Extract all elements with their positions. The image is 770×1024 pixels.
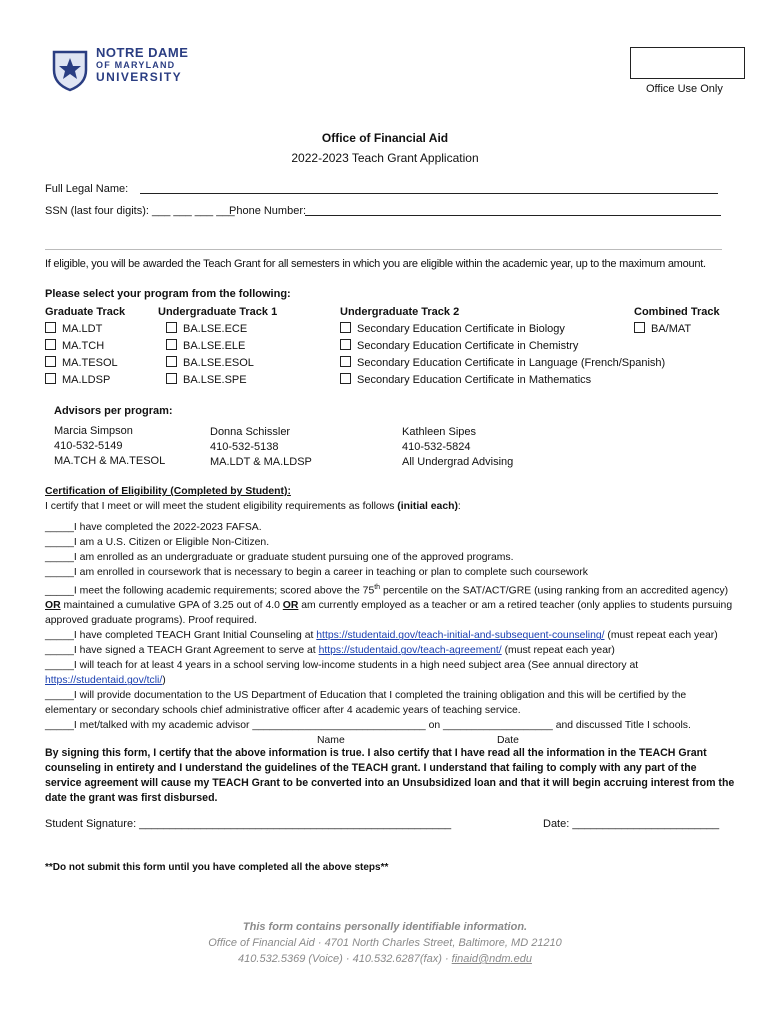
footer-pii-notice: This form contains personally identifiable information. [242,921,528,933]
advisor-name: Donna Schissler [210,426,291,438]
advisor-programs: MA.LDT & MA.LDSP [210,456,312,468]
advisor-phone: 410-532-5138 [210,441,279,453]
cert-item-agreement[interactable]: _____I have signed a TEACH Grant Agreement to serve at https://studentaid.gov/teach-agreement/ (must repeat each year) [45,645,615,657]
advisor-2 [210,425,312,470]
cert-item-documentation[interactable]: _____I will provide documentation to the US Department of Education that I completed the training obligation and this will be certified by the elementary or secondary schools chief administrative officer after 4 academic years of teaching service. [45,690,687,717]
cert-heading: Certification of Eligibility (Completed by Student): [45,486,291,497]
option-sec-ed-chemistry[interactable]: Secondary Education Certificate in Chemistry [340,338,665,355]
agreement-link[interactable]: https://studentaid.gov/teach-agreement/ [318,645,502,657]
office-use-box[interactable] [630,47,745,79]
counseling-link[interactable]: https://studentaid.gov/teach-initial-and-subsequent-counseling/ [316,630,605,642]
logo-line-2: OF MARYLAND [96,60,176,70]
undergrad-track-2-title: Undergraduate Track 2 [340,306,460,318]
advisor-name: Marcia Simpson [54,425,133,437]
full-name-field[interactable] [140,193,718,194]
combined-track-title: Combined Track [634,306,720,318]
option-ma-ldsp[interactable]: MA.LDSP [45,372,125,389]
option-ba-lse-ele[interactable]: BA.LSE.ELE [158,338,277,355]
phone-label: Phone Number: [229,205,307,217]
divider [45,249,722,250]
tcli-link[interactable]: https://studentaid.gov/tcli/ [45,675,163,687]
name-date-labels [45,733,735,746]
combined-track [634,304,720,338]
graduate-track [45,304,125,389]
name-label: Name [317,735,345,747]
option-sec-ed-language[interactable]: Secondary Education Certificate in Language (French/Spanish) [340,355,665,372]
cert-item-coursework[interactable]: _____I am enrolled in coursework that is necessary to begin a career in teaching or plan to complete such coursework [45,567,588,578]
full-name-label: Full Legal Name: [45,183,129,195]
cert-item-enrolled[interactable]: _____I am enrolled as an undergraduate or graduate student pursuing one of the approved programs. [45,552,514,563]
checkbox[interactable] [166,373,177,384]
cert-item-fafsa[interactable]: _____I have completed the 2022-2023 FAFSA. [45,522,262,533]
undergrad-track-1-title: Undergraduate Track 1 [158,306,278,318]
advisor-3 [402,425,513,470]
cert-intro: I certify that I meet or will meet the student eligibility requirements as follows (initial each): [45,501,461,512]
option-ma-ldt[interactable]: MA.LDT [45,321,125,338]
graduate-track-title: Graduate Track [45,306,126,318]
certification-section [45,484,735,806]
checkbox[interactable] [45,339,56,350]
option-sec-ed-math[interactable]: Secondary Education Certificate in Mathematics [340,372,665,389]
undergrad-track-2 [340,304,665,389]
page-title: Office of Financial Aid [321,131,449,145]
advisors-heading: Advisors per program: [54,405,173,417]
footer [0,919,770,967]
ssn-label[interactable]: SSN (last four digits): ___ ___ ___ ___ [45,205,235,217]
university-logo [48,44,198,96]
advisor-1 [54,424,165,469]
checkbox[interactable] [340,373,351,384]
checkbox[interactable] [45,373,56,384]
footer-email-link[interactable]: finaid@ndm.edu [451,953,532,965]
undergrad-track-1 [158,304,277,389]
signature-date-field[interactable]: Date: ________________________ [543,818,720,830]
date-label: Date [497,735,519,747]
office-use-label: Office Use Only [646,83,723,95]
option-ba-lse-ece[interactable]: BA.LSE.ECE [158,321,277,338]
option-ba-lse-esol[interactable]: BA.LSE.ESOL [158,355,277,372]
advisor-programs: MA.TCH & MA.TESOL [54,455,166,467]
checkbox[interactable] [340,339,351,350]
advisor-name: Kathleen Sipes [402,426,476,438]
advisor-phone: 410-532-5824 [402,441,471,453]
student-signature-field[interactable]: Student Signature: ___________________________________________________ [45,818,452,830]
cert-item-advisor[interactable]: _____I met/talked with my academic advisor ______________________________ on ___________________ and discussed Title I schools. [45,720,691,732]
advisor-phone: 410-532-5149 [54,440,123,452]
page-subtitle: 2022-2023 Teach Grant Application [291,151,479,165]
shield-seal-icon [50,46,90,92]
checkbox[interactable] [45,356,56,367]
cert-item-citizen[interactable]: _____I am a U.S. Citizen or Eligible Non-Citizen. [45,537,270,548]
phone-field[interactable] [305,215,721,216]
cert-item-counseling[interactable]: _____I have completed TEACH Grant Initial Counseling at https://studentaid.gov/teach-initial-and-subsequent-counseling/ (must repeat each year) [45,630,718,642]
option-ba-lse-spe[interactable]: BA.LSE.SPE [158,372,277,389]
program-heading: Please select your program from the following: [45,288,291,300]
checkbox[interactable] [45,322,56,333]
checkbox[interactable] [166,339,177,350]
advisor-programs: All Undergrad Advising [402,456,514,468]
checkbox[interactable] [340,322,351,333]
cert-item-academic[interactable]: _____I meet the following academic requirements; scored above the 75th percentile on the SAT/ACT/GRE (using ranking from an accredited agency) OR maintained a cumulative GPA of 3.25 out of 4.0 OR am currently employed as a teacher or am a retired teacher (only applies to students pursuing approved graduate programs). Proof required. [45,584,733,627]
submission-warning: **Do not submit this form until you have completed all the above steps** [45,862,389,873]
checkbox[interactable] [634,322,645,333]
checkbox[interactable] [340,356,351,367]
footer-address: Office of Financial Aid · 4701 North Charles Street, Baltimore, MD 21210 [208,937,562,949]
checkbox[interactable] [166,356,177,367]
logo-line-1: NOTRE DAME [96,45,189,60]
option-ma-tch[interactable]: MA.TCH [45,338,125,355]
footer-contact: 410.532.5369 (Voice) · 410.532.6287(fax) · finaid@ndm.edu [238,953,532,965]
option-ba-mat[interactable]: BA/MAT [634,321,720,338]
eligibility-note: If eligible, you will be awarded the Teach Grant for all semesters in which you are eligible within the academic year, up to the maximum amount. [45,258,706,270]
checkbox[interactable] [166,322,177,333]
cert-item-teach-4-years[interactable]: _____I will teach for at least 4 years in a school serving low-income students in a high need subject area (See annual directory at https://studentaid.gov/tcli/) [45,660,639,687]
logo-line-3: UNIVERSITY [96,70,183,84]
signing-statement: By signing this form, I certify that the above information is true. I also certify that I have read all the information in the TEACH Grant counseling in entirety and I understand the guidelines of the TEACH grant. I understand that failing to comply with any part of the service agreement will cause my TEACH Grant to be converted into an Unsubsidized loan and that it will begin accruing interest from the date the grant was first disbursed. [45,747,735,805]
option-sec-ed-biology[interactable]: Secondary Education Certificate in Biology [340,321,665,338]
option-ma-tesol[interactable]: MA.TESOL [45,355,125,372]
